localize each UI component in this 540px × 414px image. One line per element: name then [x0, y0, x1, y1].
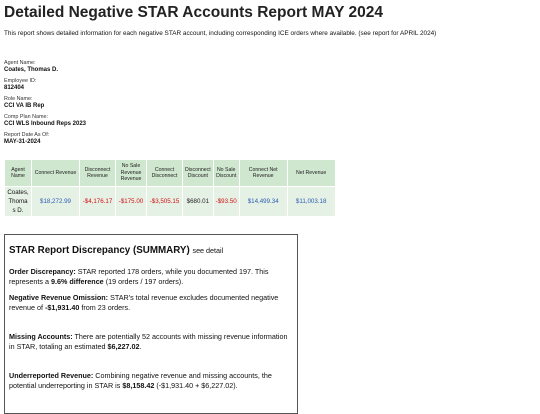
negative-revenue-label: Negative Revenue Omission:	[9, 293, 109, 302]
missing-accounts-amount: $6,227.02	[107, 341, 140, 351]
intro-text: This report shows detailed information for each negative STAR account, including corresponding ICE orders where available. (see report for APRIL 2024)	[4, 30, 437, 37]
no-sale-discount-cell: -$93.50	[213, 187, 239, 217]
field-report-date	[4, 132, 536, 145]
column-header: Net Revenue	[287, 160, 335, 187]
field-value: 812404	[4, 84, 25, 91]
order-discrepancy-text: STAR reported 178 orders, while you documented 197. This represents a	[9, 267, 269, 286]
field-label: Employee ID:	[4, 78, 37, 84]
field-value: CCI VA IB Rep	[4, 102, 45, 109]
column-header: Connect Disconnect	[147, 160, 183, 187]
column-header: No Sale Discount	[213, 160, 239, 187]
missing-accounts-text: There are potentially 52 accounts with missing revenue information in STAR, totaling an estimated	[9, 332, 288, 351]
underreported-amount: $8,158.42	[122, 380, 155, 390]
table-header-row	[5, 160, 336, 187]
table-row	[5, 187, 336, 217]
discrepancy-title	[9, 245, 293, 257]
field-value: Coates, Thomas D.	[4, 66, 59, 73]
column-header: Agent Name	[5, 160, 32, 187]
missing-accounts-label: Missing Accounts:	[9, 332, 73, 341]
disconnect-discount-cell: $680.01	[183, 187, 214, 217]
field-label: Role Name:	[4, 96, 33, 102]
field-role-name	[4, 96, 536, 109]
field-label: Agent Name:	[4, 60, 36, 66]
field-value: MAY-31-2024	[4, 138, 41, 145]
column-header: Disconnect Discount	[183, 160, 214, 187]
connect-disconnect-cell: -$3,505.15	[147, 187, 183, 217]
field-value: CCI WLS Inbound Reps 2023	[4, 120, 87, 127]
connect-revenue-cell: $18,272.99	[32, 187, 80, 217]
discrepancy-summary-box	[4, 234, 298, 414]
missing-accounts-period: .	[139, 341, 142, 351]
underreported-text: Combining negative revenue and missing accounts, the potential underreporting in STAR is	[9, 371, 272, 390]
field-employee-id	[4, 78, 536, 91]
field-agent-name	[4, 60, 536, 73]
negative-revenue-paragraph	[9, 293, 293, 312]
field-comp-plan	[4, 114, 536, 127]
disconnect-revenue-cell: -$4,176.17	[80, 187, 116, 217]
see-detail-link[interactable]: see detail	[192, 246, 224, 255]
underreported-paragraph	[9, 371, 293, 390]
negative-revenue-text: STAR's total revenue excludes documented negative revenue of	[9, 293, 279, 312]
column-header: Disconnect Revenue	[80, 160, 116, 187]
field-label: Report Date As Of:	[4, 132, 50, 138]
summary-table	[4, 159, 336, 217]
order-discrepancy-detail: (19 orders / 197 orders).	[105, 276, 184, 286]
field-label: Comp Plan Name:	[4, 114, 49, 120]
order-discrepancy-paragraph	[9, 267, 293, 286]
column-header: Connect Revenue	[32, 160, 80, 187]
agent-info	[4, 60, 536, 145]
page-title: Detailed Negative STAR Accounts Report MAY 2024	[4, 4, 384, 21]
net-revenue-cell: $11,003.18	[287, 187, 335, 217]
discrepancy-title-text: STAR Report Discrepancy (SUMMARY)	[9, 245, 190, 256]
negative-revenue-amount: -$1,931.40	[44, 302, 80, 312]
no-sale-revenue-cell: -$175.00	[116, 187, 147, 217]
underreported-label: Underreported Revenue:	[9, 371, 94, 380]
order-discrepancy-label: Order Discrepancy:	[9, 267, 76, 276]
order-discrepancy-percent: 9.6% difference	[50, 276, 104, 286]
negative-revenue-detail: from 23 orders.	[81, 302, 131, 312]
missing-accounts-paragraph	[9, 332, 293, 351]
column-header: Connect Net Revenue	[239, 160, 287, 187]
connect-net-revenue-cell: $14,499.34	[239, 187, 287, 217]
column-header: No Sale Revenue Revenue	[116, 160, 147, 187]
underreported-detail: (-$1,931.40 + $6,227.02).	[156, 380, 238, 390]
agent-name-cell: Coates, Thoma s D.	[5, 187, 32, 217]
